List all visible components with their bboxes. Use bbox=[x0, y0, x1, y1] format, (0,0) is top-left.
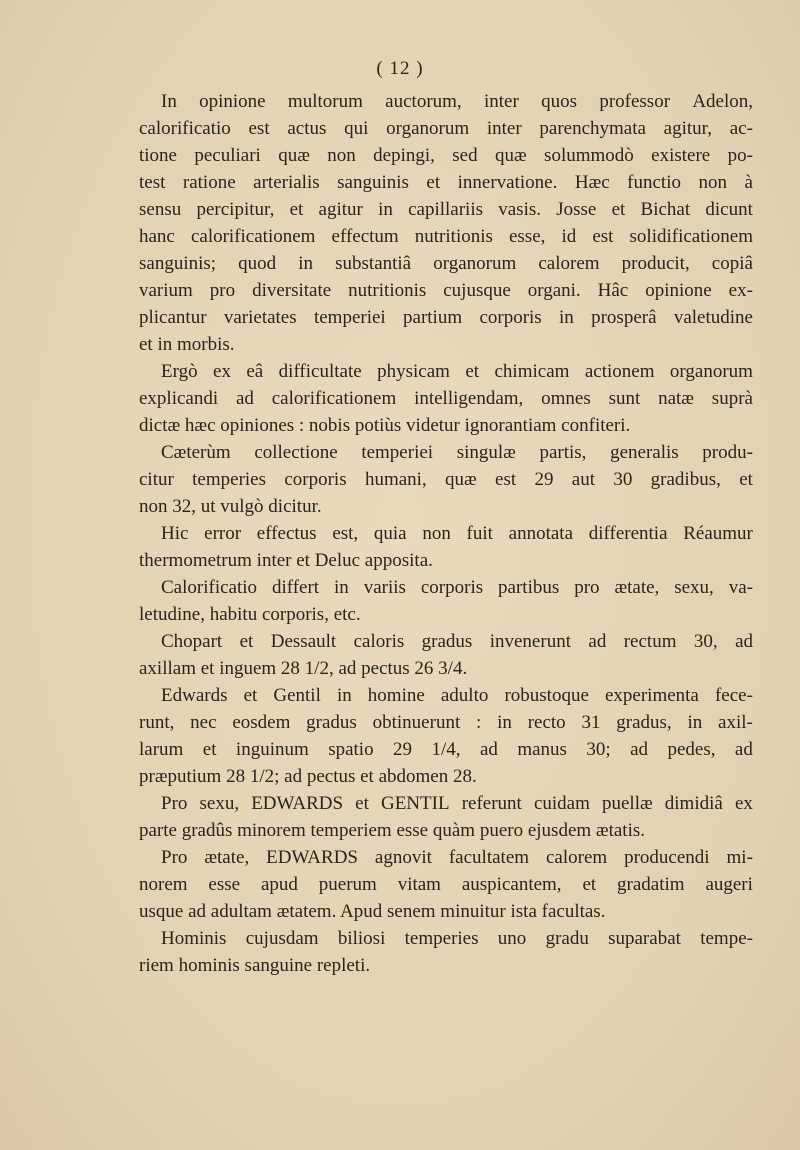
word: Hæc bbox=[574, 172, 610, 193]
text-line bbox=[139, 385, 753, 412]
word: vitam bbox=[397, 874, 441, 895]
word: calorem bbox=[538, 253, 600, 274]
word: in bbox=[497, 712, 512, 733]
text-line bbox=[139, 358, 753, 385]
word: obtinuerunt bbox=[372, 712, 461, 733]
word: eâ bbox=[246, 361, 264, 382]
word: ex bbox=[734, 793, 753, 814]
word: EDWARDS bbox=[251, 793, 344, 814]
word: ætate, bbox=[204, 847, 250, 868]
word: effectus bbox=[256, 523, 317, 544]
word: temperies bbox=[404, 928, 479, 949]
word: quæ bbox=[445, 469, 477, 490]
line-text: letudine, habitu corporis, etc. bbox=[139, 604, 361, 625]
line-text: dictæ hæc opiniones : nobis potiùs videtur ignorantiam confiteri. bbox=[139, 415, 631, 436]
text-line bbox=[139, 466, 753, 493]
word: differentia bbox=[588, 523, 668, 544]
word: actus bbox=[287, 118, 327, 139]
text-line bbox=[139, 817, 753, 844]
word: apud bbox=[260, 874, 298, 895]
line-text: riem hominis sanguine repleti. bbox=[139, 955, 371, 976]
word: et bbox=[243, 685, 258, 706]
word: annotata bbox=[508, 523, 574, 544]
text-line bbox=[139, 250, 753, 277]
word: corporis bbox=[420, 577, 484, 598]
word: rectum bbox=[623, 631, 677, 652]
word: 30 bbox=[613, 469, 633, 490]
word: solidificationem bbox=[629, 226, 753, 247]
line-text: thermometrum inter et Deluc apposita. bbox=[139, 550, 433, 571]
word: agnovit bbox=[374, 847, 432, 868]
text-line bbox=[139, 304, 753, 331]
word: quia bbox=[373, 523, 407, 544]
text-line bbox=[139, 142, 753, 169]
text-line bbox=[139, 439, 753, 466]
word: esse bbox=[208, 874, 241, 895]
word: partium bbox=[403, 307, 463, 328]
word: sed bbox=[452, 145, 478, 166]
word: test bbox=[139, 172, 166, 193]
word: auctorum, bbox=[385, 91, 462, 112]
line-text: usque ad adultam ætatem. Apud senem minuitur ista facultas. bbox=[139, 901, 606, 922]
word: copiâ bbox=[711, 253, 753, 274]
word: functio bbox=[627, 172, 681, 193]
word: aut bbox=[571, 469, 596, 490]
word: tione bbox=[139, 145, 177, 166]
word: humani, bbox=[364, 469, 427, 490]
word: et bbox=[426, 172, 441, 193]
word: organi. bbox=[527, 280, 581, 301]
word: id bbox=[561, 226, 577, 247]
word: differt bbox=[271, 577, 320, 598]
word: professor bbox=[599, 91, 671, 112]
word: Dessault bbox=[270, 631, 337, 652]
word: sexu, bbox=[199, 793, 240, 814]
word: citur bbox=[139, 469, 174, 490]
word: in bbox=[378, 199, 393, 220]
word: physicam bbox=[377, 361, 450, 382]
word: et bbox=[239, 631, 254, 652]
word: GENTIL bbox=[380, 793, 450, 814]
word: ex bbox=[213, 361, 231, 382]
word: inter bbox=[486, 118, 522, 139]
text-line bbox=[139, 115, 753, 142]
word: producendi bbox=[624, 847, 710, 868]
text-line bbox=[139, 736, 753, 763]
text-line bbox=[139, 169, 753, 196]
word: diversitate bbox=[252, 280, 332, 301]
word: gradatim bbox=[617, 874, 685, 895]
word: ad bbox=[235, 388, 254, 409]
word: sanguinis bbox=[337, 172, 409, 193]
word: Hâc bbox=[597, 280, 629, 301]
word: substantiâ bbox=[335, 253, 412, 274]
word: ad bbox=[630, 739, 649, 760]
word: gradu bbox=[545, 928, 589, 949]
text-line bbox=[139, 547, 753, 574]
word: corporis bbox=[479, 307, 542, 328]
word: ætate, bbox=[614, 577, 660, 598]
word: gradibus, bbox=[650, 469, 721, 490]
word: pedes, bbox=[667, 739, 716, 760]
word: calorem bbox=[545, 847, 608, 868]
word: organorum bbox=[433, 253, 517, 274]
word: norem bbox=[139, 874, 188, 895]
word: depingi, bbox=[373, 145, 435, 166]
word: error bbox=[204, 523, 242, 544]
word: valetudine bbox=[673, 307, 753, 328]
text-line bbox=[139, 520, 753, 547]
word: nutritionis bbox=[348, 280, 427, 301]
word: Ergò bbox=[161, 361, 198, 382]
word: manus bbox=[517, 739, 567, 760]
word: non bbox=[422, 523, 451, 544]
word: Edwards bbox=[161, 685, 228, 706]
text-line bbox=[139, 790, 753, 817]
word: adulto bbox=[440, 685, 489, 706]
word: In bbox=[161, 91, 177, 112]
word: suparabat bbox=[608, 928, 681, 949]
word: experimenta bbox=[604, 685, 699, 706]
word: effectum bbox=[331, 226, 399, 247]
word: non bbox=[698, 172, 727, 193]
word: agitur bbox=[318, 199, 363, 220]
word: invenerunt bbox=[489, 631, 571, 652]
word: calorificationem bbox=[271, 388, 397, 409]
word: arterialis bbox=[253, 172, 320, 193]
word: inguinum bbox=[235, 739, 309, 760]
word: temperies bbox=[192, 469, 267, 490]
word: nec bbox=[190, 712, 217, 733]
word: quæ bbox=[494, 145, 527, 166]
word: capillariis bbox=[408, 199, 484, 220]
word: est bbox=[248, 118, 270, 139]
word: Calorificatio bbox=[161, 577, 258, 598]
word: producit, bbox=[621, 253, 690, 274]
word: est bbox=[592, 226, 614, 247]
word: et bbox=[202, 739, 217, 760]
word: axil- bbox=[718, 712, 753, 733]
word: parenchymata bbox=[539, 118, 646, 139]
word: 30; bbox=[586, 739, 611, 760]
word: in bbox=[298, 253, 314, 274]
word: runt, bbox=[139, 712, 175, 733]
word: homine bbox=[367, 685, 425, 706]
word: inter bbox=[483, 91, 519, 112]
word: temperiei bbox=[361, 442, 434, 463]
word: 30, bbox=[693, 631, 718, 652]
word: referunt bbox=[461, 793, 522, 814]
word: augeri bbox=[705, 874, 753, 895]
word: mi- bbox=[726, 847, 753, 868]
word: organorum bbox=[386, 118, 470, 139]
word: existere bbox=[651, 145, 711, 166]
line-text: præputium 28 1/2; ad pectus et abdomen 28. bbox=[139, 766, 477, 787]
word: multorum bbox=[287, 91, 363, 112]
word: 31 bbox=[581, 712, 601, 733]
word: difficultate bbox=[278, 361, 362, 382]
word: plicantur bbox=[139, 307, 207, 328]
word: esse, bbox=[508, 226, 546, 247]
word: in bbox=[559, 307, 574, 328]
word: non bbox=[327, 145, 356, 166]
word: ex- bbox=[728, 280, 753, 301]
word: hanc bbox=[139, 226, 175, 247]
word: quæ bbox=[278, 145, 310, 166]
word: Adelon, bbox=[692, 91, 753, 112]
word: intelligendam, bbox=[414, 388, 524, 409]
word: à bbox=[744, 172, 753, 193]
text-line bbox=[139, 952, 753, 979]
word: ad bbox=[588, 631, 607, 652]
word: : bbox=[476, 712, 482, 733]
text-line bbox=[139, 628, 753, 655]
word: uno bbox=[497, 928, 527, 949]
word: ad bbox=[735, 631, 753, 652]
word: Chopart bbox=[161, 631, 223, 652]
word: puellæ bbox=[601, 793, 653, 814]
word: calorificatio bbox=[139, 118, 231, 139]
word: facultatem bbox=[448, 847, 530, 868]
word: et bbox=[289, 199, 304, 220]
word: gradus bbox=[421, 631, 473, 652]
text-line bbox=[139, 871, 753, 898]
text-line bbox=[139, 898, 753, 925]
word: in bbox=[334, 577, 349, 598]
word: generalis bbox=[610, 442, 679, 463]
word: temperiei bbox=[313, 307, 386, 328]
line-text: non 32, ut vulgò dicitur. bbox=[139, 496, 322, 517]
word: cujusque bbox=[443, 280, 511, 301]
word: solummodò bbox=[544, 145, 634, 166]
word: agitur, bbox=[663, 118, 712, 139]
word: 29 bbox=[393, 739, 413, 760]
word: 29 bbox=[534, 469, 554, 490]
word: opinione bbox=[645, 280, 712, 301]
word: Josse bbox=[556, 199, 597, 220]
word: organorum bbox=[669, 361, 753, 382]
word: Cæterùm bbox=[161, 442, 231, 463]
text-line bbox=[139, 223, 753, 250]
word: vasis. bbox=[498, 199, 541, 220]
word: et bbox=[355, 793, 369, 814]
word: tempe- bbox=[700, 928, 753, 949]
word: suprà bbox=[711, 388, 753, 409]
word: auspicantem, bbox=[461, 874, 562, 895]
word: partis, bbox=[539, 442, 587, 463]
word: collectione bbox=[254, 442, 338, 463]
word: caloris bbox=[353, 631, 405, 652]
word: sensu bbox=[139, 199, 182, 220]
word: corporis bbox=[284, 469, 347, 490]
word: ac- bbox=[729, 118, 753, 139]
word: biliosi bbox=[337, 928, 386, 949]
word: innervatione. bbox=[457, 172, 558, 193]
text-line bbox=[139, 601, 753, 628]
text-line bbox=[139, 412, 753, 439]
word: Hominis bbox=[161, 928, 227, 949]
word: pro bbox=[209, 280, 236, 301]
word: ad bbox=[734, 739, 753, 760]
word: qui bbox=[344, 118, 369, 139]
word: puerum bbox=[318, 874, 377, 895]
word: partibus bbox=[498, 577, 560, 598]
word: Réaumur bbox=[683, 523, 753, 544]
word: Bichat bbox=[640, 199, 691, 220]
word: 1/4, bbox=[431, 739, 461, 760]
text-line bbox=[139, 925, 753, 952]
word: est, bbox=[332, 523, 359, 544]
word: sunt bbox=[608, 388, 641, 409]
word: dimidiâ bbox=[664, 793, 723, 814]
text-line bbox=[139, 196, 753, 223]
line-text: parte gradûs minorem temperiem esse quàm puero ejusdem ætatis. bbox=[139, 820, 645, 841]
word: variis bbox=[363, 577, 406, 598]
word: varium bbox=[139, 280, 193, 301]
word: Hic bbox=[161, 523, 189, 544]
word: prosperâ bbox=[591, 307, 657, 328]
word: fuit bbox=[466, 523, 493, 544]
page-number: ( 12 ) bbox=[376, 58, 424, 79]
word: va- bbox=[728, 577, 753, 598]
word: singulæ bbox=[456, 442, 516, 463]
word: percipitur, bbox=[196, 199, 275, 220]
word: pro bbox=[574, 577, 600, 598]
word: nutritionis bbox=[414, 226, 493, 247]
word: quod bbox=[238, 253, 277, 274]
word: chimicam bbox=[494, 361, 570, 382]
word: sanguinis; bbox=[139, 253, 217, 274]
word: cujusdam bbox=[245, 928, 319, 949]
word: gradus bbox=[306, 712, 357, 733]
word: ad bbox=[479, 739, 498, 760]
word: recto bbox=[527, 712, 566, 733]
word: eosdem bbox=[232, 712, 291, 733]
word: robustoque bbox=[504, 685, 589, 706]
word: quos bbox=[541, 91, 578, 112]
word: varietates bbox=[223, 307, 297, 328]
text-line bbox=[139, 655, 753, 682]
word: omnes bbox=[541, 388, 591, 409]
word: in bbox=[687, 712, 703, 733]
word: produ- bbox=[702, 442, 753, 463]
word: cuidam bbox=[533, 793, 590, 814]
word: dicunt bbox=[705, 199, 753, 220]
word: sexu, bbox=[674, 577, 714, 598]
word: po- bbox=[727, 145, 753, 166]
word: spatio bbox=[328, 739, 374, 760]
word: et bbox=[582, 874, 597, 895]
line-text: et in morbis. bbox=[139, 334, 235, 355]
word: gradus, bbox=[616, 712, 672, 733]
text-line bbox=[139, 331, 753, 358]
text-line bbox=[139, 88, 753, 115]
word: Pro bbox=[161, 793, 188, 814]
word: actionem bbox=[584, 361, 655, 382]
word: et bbox=[465, 361, 480, 382]
word: et bbox=[611, 199, 626, 220]
word: peculiari bbox=[194, 145, 261, 166]
word: natæ bbox=[658, 388, 694, 409]
word: explicandi bbox=[139, 388, 219, 409]
word: et bbox=[739, 469, 753, 490]
word: EDWARDS bbox=[266, 847, 358, 868]
word: in bbox=[336, 685, 352, 706]
word: Gentil bbox=[273, 685, 321, 706]
text-line bbox=[139, 682, 753, 709]
word: larum bbox=[139, 739, 184, 760]
text-line bbox=[139, 574, 753, 601]
line-text: axillam et inguem 28 1/2, ad pectus 26 3/4. bbox=[139, 658, 468, 679]
text-line bbox=[139, 277, 753, 304]
word: fece- bbox=[714, 685, 753, 706]
word: opinione bbox=[199, 91, 266, 112]
text-line bbox=[139, 493, 753, 520]
text-line bbox=[139, 709, 753, 736]
text-line bbox=[139, 844, 753, 871]
word: calorificationem bbox=[190, 226, 316, 247]
word: ratione bbox=[182, 172, 236, 193]
word: Pro bbox=[161, 847, 188, 868]
body-text bbox=[139, 88, 753, 979]
word: est bbox=[495, 469, 517, 490]
text-line bbox=[139, 763, 753, 790]
